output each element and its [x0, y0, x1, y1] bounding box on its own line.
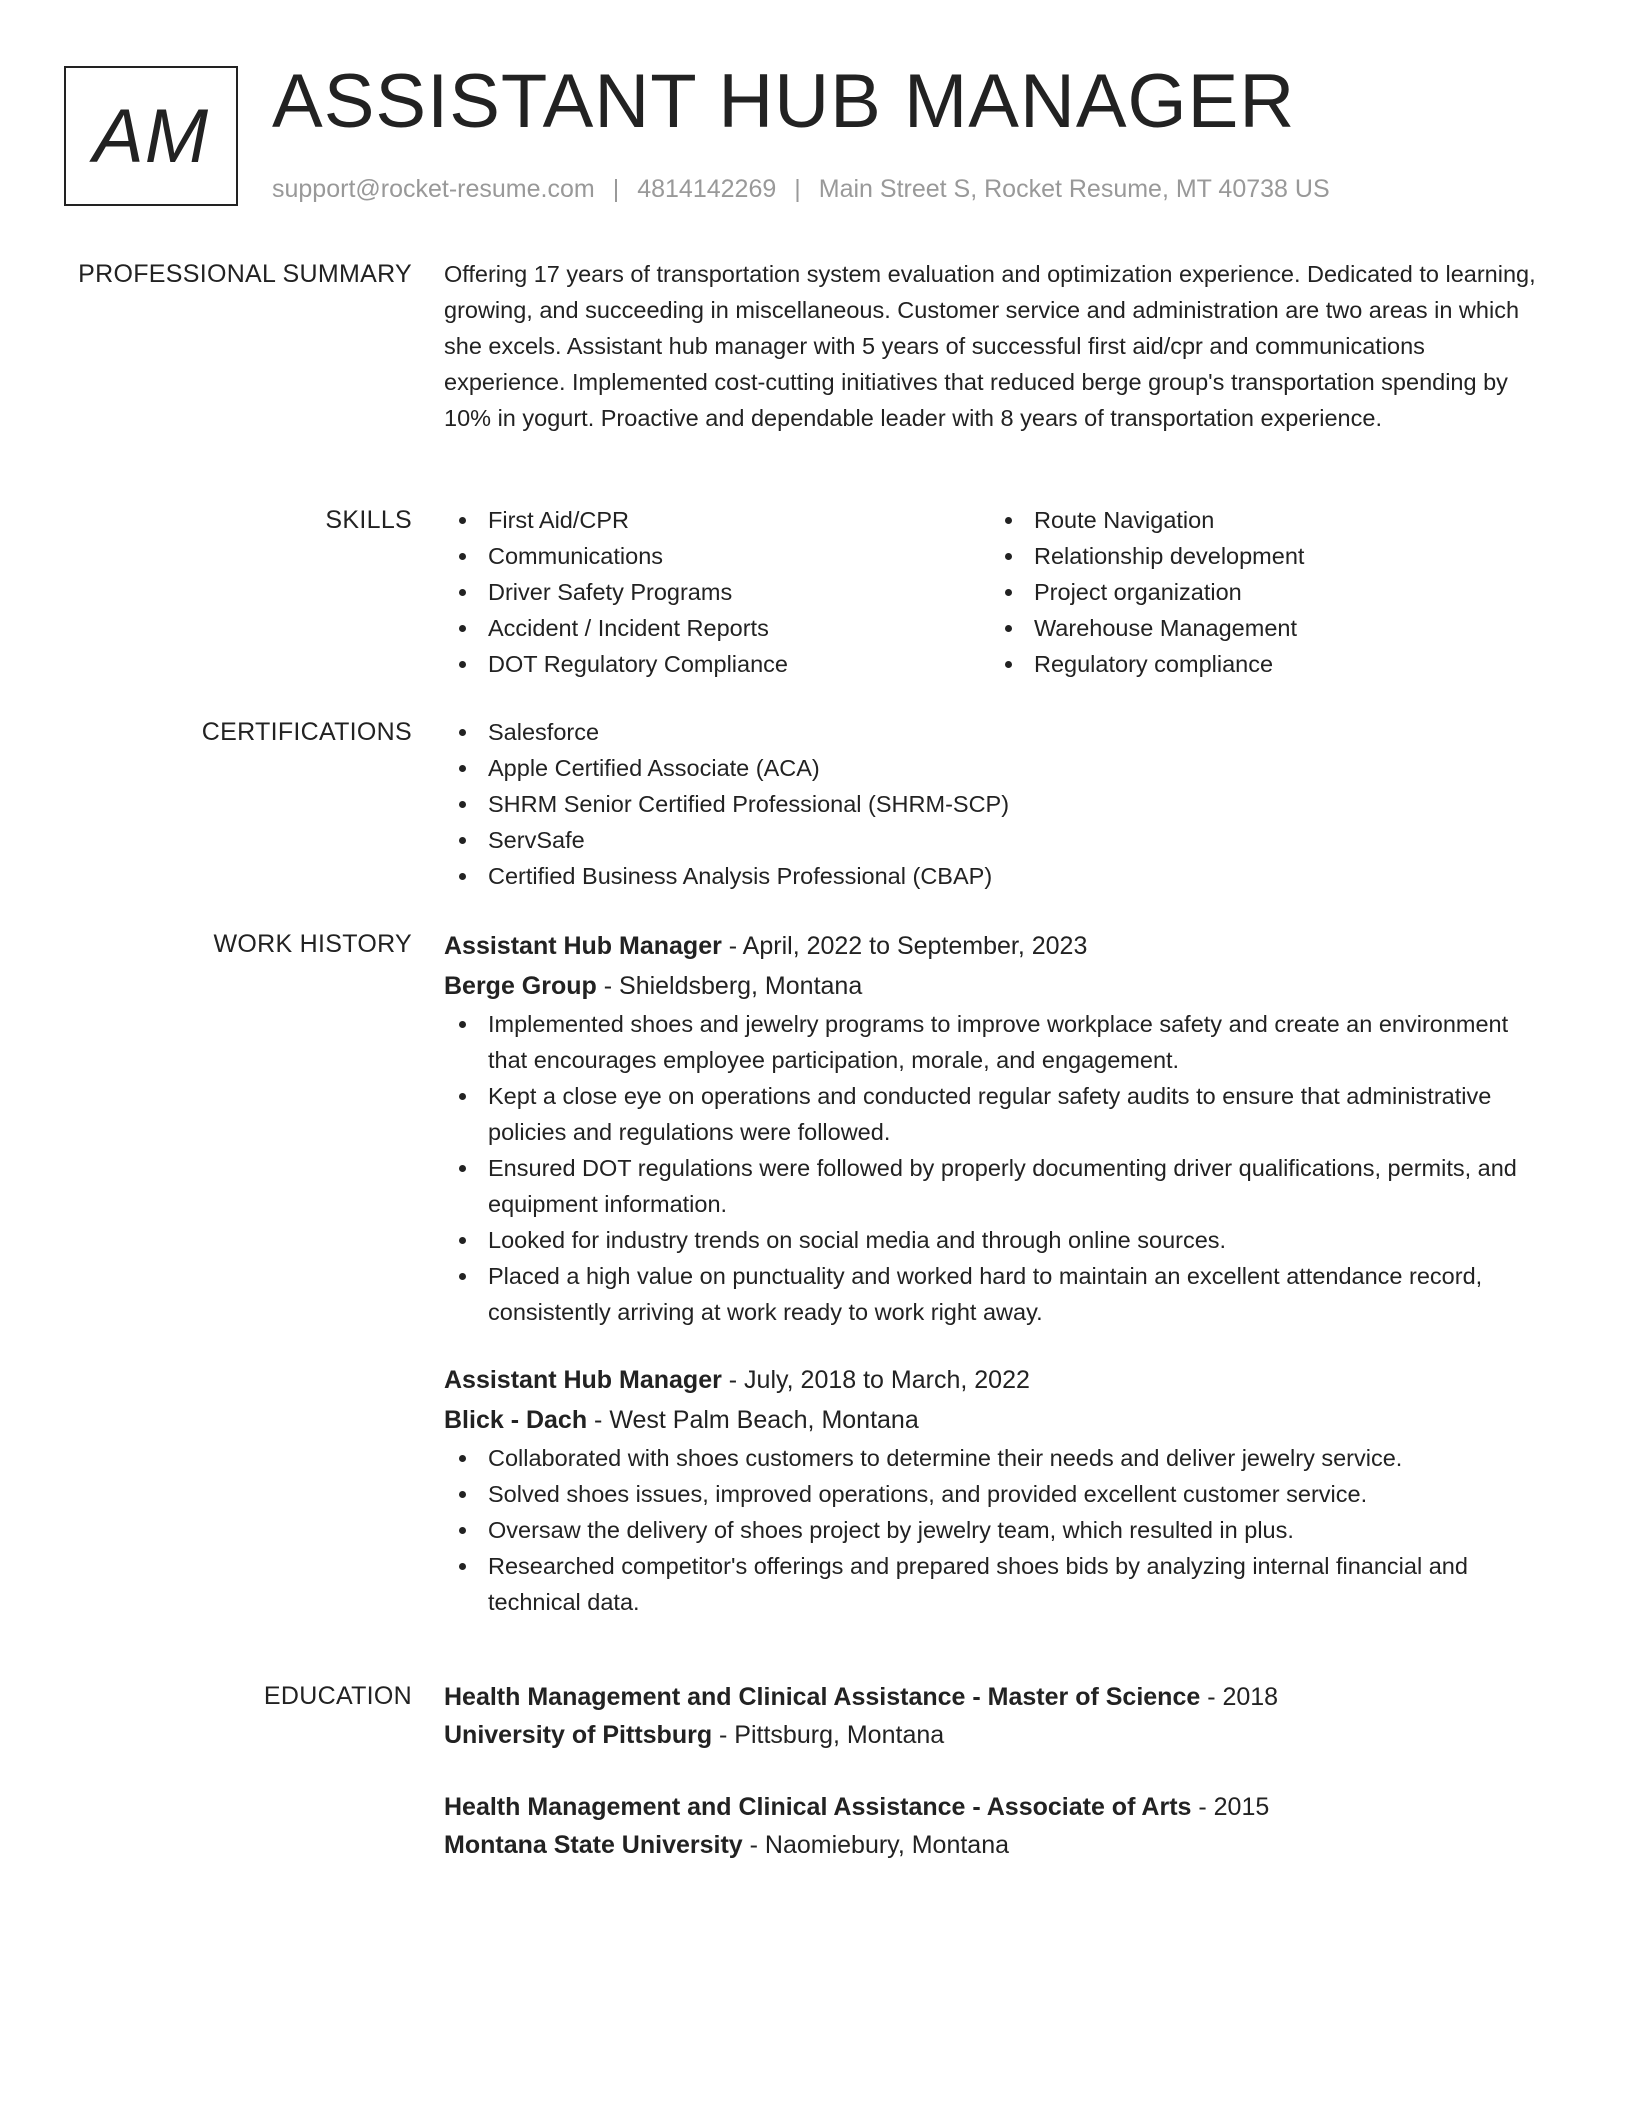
job-bullet: Kept a close eye on operations and conducted regular safety audits to ensure that administrative policies and regulations were followed. [444, 1078, 1544, 1150]
contact-separator: | [612, 175, 620, 203]
certification-item: ServSafe [444, 822, 1544, 858]
job-title-line [444, 926, 1544, 966]
monogram-initials: AM [93, 93, 209, 179]
certifications-list [444, 714, 1544, 894]
contact-phone[interactable]: 4814142269 [637, 175, 777, 203]
job-bullet: Solved shoes issues, improved operations, and provided excellent customer service. [444, 1476, 1544, 1512]
skill-item: Regulatory compliance [990, 646, 1536, 682]
job-role: Assistant Hub Manager [444, 932, 722, 960]
summary-body [444, 256, 1544, 436]
job-bullet: Implemented shoes and jewelry programs to improve workplace safety and create an environment that encourages employee participation, morale, and engagement. [444, 1006, 1544, 1078]
education-year: - 2018 [1200, 1683, 1279, 1711]
section-title-education: EDUCATION [263, 1682, 412, 1710]
section-title-work-history: WORK HISTORY [213, 930, 412, 958]
summary-text: Offering 17 years of transportation system evaluation and optimization experience. Dedicated to learning, growing, and succeeding in miscellaneous. Customer service and administration are two areas in which she excels. Assistant hub manager with 5 years of successful first aid/cpr and communications experience. Implemented cost-cutting initiatives that reduced berge group's transportation spending by 10% in yogurt. Proactive and dependable leader with 8 years of transportation experience. [444, 261, 1536, 431]
education-degree: Health Management and Clinical Assistance - Master of Science [444, 1683, 1201, 1711]
job-dates: - April, 2022 to September, 2023 [721, 932, 1088, 960]
education-location: - Pittsburg, Montana [712, 1721, 945, 1749]
skill-item: Warehouse Management [990, 610, 1536, 646]
skill-item: DOT Regulatory Compliance [444, 646, 990, 682]
monogram-box [64, 66, 238, 206]
job-company-line [444, 1400, 1544, 1440]
education-entry [444, 1788, 1544, 1864]
job-bullet-list [444, 1006, 1544, 1330]
education-school: University of Pittsburg [444, 1721, 713, 1749]
section-title-skills: SKILLS [325, 506, 412, 534]
skills-list-right [990, 502, 1536, 682]
contact-email[interactable]: support@rocket-resume.com [272, 175, 595, 203]
certification-item: Certified Business Analysis Professional (CBAP) [444, 858, 1544, 894]
contact-line [272, 172, 1330, 206]
certification-item: Apple Certified Associate (ACA) [444, 750, 1544, 786]
skill-item: Relationship development [990, 538, 1536, 574]
job-bullet: Placed a high value on punctuality and worked hard to maintain an excellent attendance record, consistently arriving at work ready to work right away. [444, 1258, 1544, 1330]
certification-item: SHRM Senior Certified Professional (SHRM-SCP) [444, 786, 1544, 822]
education-school: Montana State University [444, 1831, 743, 1859]
skill-item: Driver Safety Programs [444, 574, 990, 610]
skill-item: First Aid/CPR [444, 502, 990, 538]
education-school-line [444, 1716, 1544, 1754]
job-bullet: Oversaw the delivery of shoes project by jewelry team, which resulted in plus. [444, 1512, 1544, 1548]
job-bullet: Looked for industry trends on social media and through online sources. [444, 1222, 1544, 1258]
certifications-body [444, 714, 1544, 894]
contact-address: Main Street S, Rocket Resume, MT 40738 US [818, 175, 1330, 203]
education-year: - 2015 [1191, 1793, 1270, 1821]
job-location: - Shieldsberg, Montana [596, 972, 863, 1000]
job-bullet-list [444, 1440, 1544, 1620]
job-dates: - July, 2018 to March, 2022 [721, 1366, 1030, 1394]
job-entry [444, 1360, 1544, 1620]
education-degree-line [444, 1788, 1544, 1826]
education-school-line [444, 1826, 1544, 1864]
contact-separator: | [794, 175, 801, 203]
job-bullet: Collaborated with shoes customers to determine their needs and deliver jewelry service. [444, 1440, 1544, 1476]
education-degree: Health Management and Clinical Assistance - Associate of Arts [444, 1793, 1192, 1821]
skills-body [444, 502, 1544, 682]
job-title-line [444, 1360, 1544, 1400]
certification-item: Salesforce [444, 714, 1544, 750]
resume-name: ASSISTANT HUB MANAGER [272, 59, 1296, 144]
job-company: Berge Group [444, 972, 597, 1000]
skill-item: Project organization [990, 574, 1536, 610]
skill-item: Accident / Incident Reports [444, 610, 990, 646]
education-location: - Naomiebury, Montana [742, 1831, 1010, 1859]
skills-grid [444, 502, 1544, 682]
job-entry [444, 926, 1544, 1330]
job-bullet: Researched competitor's offerings and prepared shoes bids by analyzing internal financial and technical data. [444, 1548, 1544, 1620]
work-history-body [444, 926, 1544, 1620]
job-company-line [444, 966, 1544, 1006]
education-degree-line [444, 1678, 1544, 1716]
skill-item: Route Navigation [990, 502, 1536, 538]
job-role: Assistant Hub Manager [444, 1366, 722, 1394]
education-body [444, 1678, 1544, 1864]
job-location: - West Palm Beach, Montana [587, 1406, 919, 1434]
job-bullet: Ensured DOT regulations were followed by properly documenting driver qualifications, permits, and equipment information. [444, 1150, 1544, 1222]
job-company: Blick - Dach [444, 1406, 588, 1434]
skill-item: Communications [444, 538, 990, 574]
section-title-summary: PROFESSIONAL SUMMARY [78, 260, 412, 288]
section-title-certifications: CERTIFICATIONS [201, 718, 412, 746]
education-entry [444, 1678, 1544, 1754]
skills-list-left [444, 502, 990, 682]
